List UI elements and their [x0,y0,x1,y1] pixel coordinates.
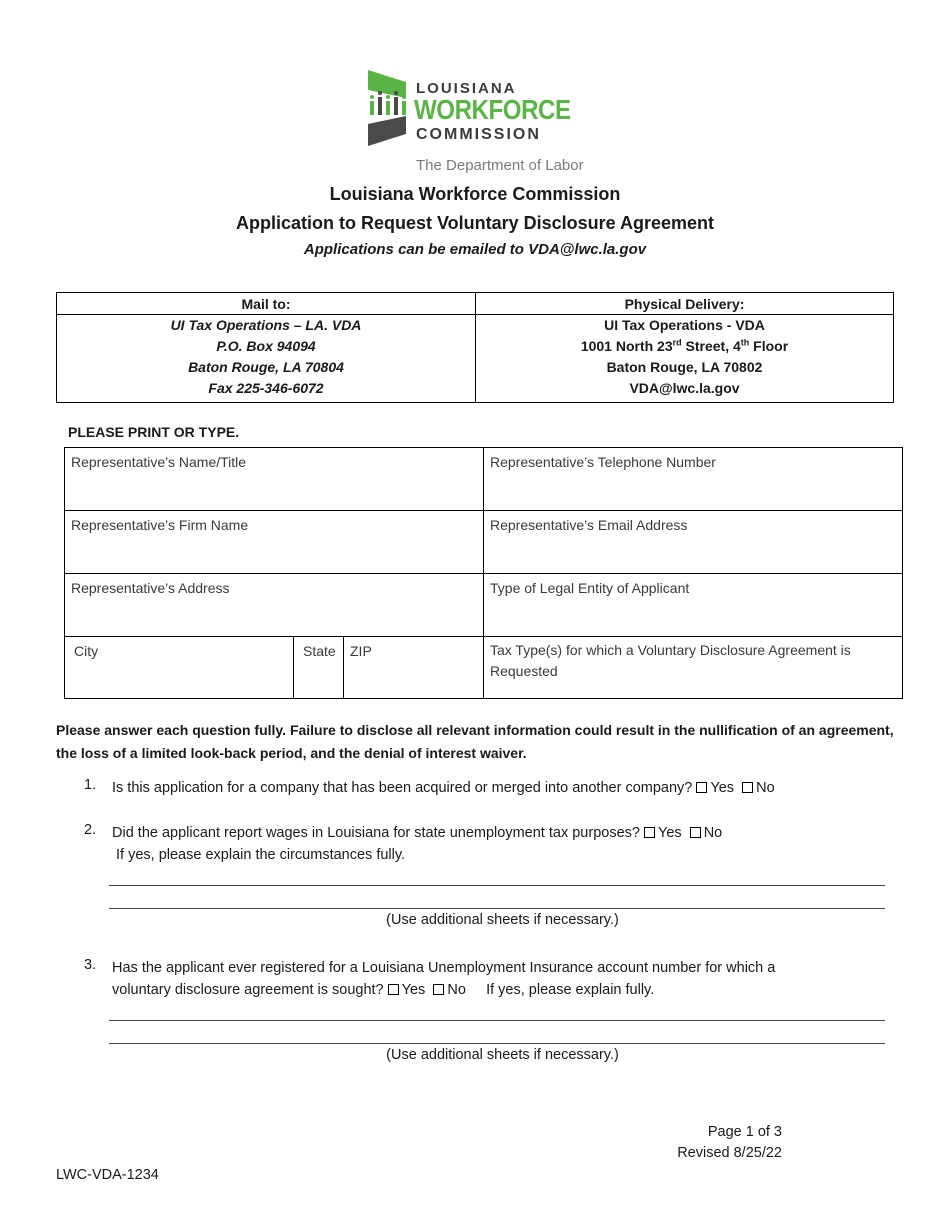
print-instruction: PLEASE PRINT OR TYPE. [68,424,240,440]
mail-line-1: UI Tax Operations – LA. VDA [170,317,362,333]
q3-yes-checkbox[interactable] [388,984,399,995]
representative-form [64,447,903,699]
q3-no-label: No [447,982,466,998]
logo-text-line1: LOUISIANA [416,80,517,97]
page-number: Page 1 of 3 [707,1124,782,1140]
entity-type-label: Type of Legal Entity of Applicant [490,580,690,596]
q3-answer-line-2[interactable] [109,1043,885,1044]
q2-note: (Use additional sheets if necessary.) [386,912,619,928]
physical-delivery-heading: Physical Delivery: [476,293,893,315]
physical-line-4: VDA@lwc.la.gov [629,380,740,396]
q2-number: 2. [84,822,97,838]
form-title: Application to Request Voluntary Disclosure Agreement [235,213,715,233]
rep-name-label: Representative’s Name/Title [71,454,247,470]
q2-yes-checkbox[interactable] [644,827,655,838]
mail-to-column [57,293,476,402]
logo-text-line3: COMMISSION [416,126,541,143]
q2-no-checkbox[interactable] [690,827,701,838]
address-table [56,292,894,403]
rep-name-field[interactable] [65,448,483,510]
q3-answer-line-1[interactable] [109,1020,885,1021]
q3-yes-label: Yes [401,982,426,998]
rep-firm-label: Representative’s Firm Name [71,517,249,533]
q2-followup: If yes, please explain the circumstances fully. [116,847,406,863]
physical-line-2: 1001 North 23rd Street, 4th Floor [580,337,789,354]
zip-field[interactable] [344,637,483,698]
q3-no-checkbox[interactable] [433,984,444,995]
q2-answer-line-1[interactable] [109,885,885,886]
mail-line-3: Baton Rouge, LA 70804 [188,359,344,375]
q2-no-label: No [703,825,723,841]
q1-yes-checkbox[interactable] [696,782,707,793]
question-2 [112,822,722,844]
email-note: Applications can be emailed to VDA@lwc.la.gov [303,241,647,258]
q1-yes-label: Yes [710,780,735,796]
rep-email-label: Representative’s Email Address [490,517,688,533]
q1-text: Is this application for a company that has been acquired or merged into another company? [112,780,693,796]
q2-text: Did the applicant report wages in Louisiana for state unemployment tax purposes? [112,825,640,841]
rep-address-field[interactable] [65,574,483,636]
disclosure-instructions: Please answer each question fully. Failure to disclose all relevant information could result in the nullification of an agreement, the loss of a limited look-back period, and the denial of interest waiver. [56,722,894,761]
logo-tagline: The Department of Labor [416,157,584,174]
lwc-logo [366,68,606,178]
tax-types-field[interactable] [484,637,902,698]
mail-to-heading: Mail to: [57,293,475,315]
physical-delivery-column [476,293,893,402]
physical-line-1: UI Tax Operations - VDA [604,317,765,333]
q3-number: 3. [84,957,97,973]
rep-email-field[interactable] [484,511,902,573]
q3-text-line2: voluntary disclosure agreement is sought? [112,982,384,998]
mail-line-4: Fax 225-346-6072 [208,380,324,396]
city-label: City [74,643,99,659]
revision-date: Revised 8/25/22 [677,1145,782,1161]
rep-firm-field[interactable] [65,511,483,573]
q2-answer-line-2[interactable] [109,908,885,909]
rep-address-label: Representative’s Address [71,580,230,596]
q2-yes-label: Yes [657,825,682,841]
question-3 [112,979,654,1001]
rep-phone-label: Representative’s Telephone Number [490,454,716,470]
q3-text-line1: Has the applicant ever registered for a Louisiana Unemployment Insurance account number for which a [112,960,776,976]
state-field[interactable] [297,637,343,698]
q3-note: (Use additional sheets if necessary.) [386,1047,619,1063]
mail-line-2: P.O. Box 94094 [216,338,316,354]
city-field[interactable] [68,637,293,698]
q1-number: 1. [84,777,97,793]
state-label: State [303,643,336,659]
q1-no-checkbox[interactable] [742,782,753,793]
form-id: LWC-VDA-1234 [56,1167,159,1183]
physical-line-3: Baton Rouge, LA 70802 [606,359,763,375]
logo-mark-icon [366,68,412,148]
entity-type-field[interactable] [484,574,902,636]
q1-no-label: No [756,780,775,796]
org-title: Louisiana Workforce Commission [329,184,621,204]
tax-types-label: Tax Type(s) for which a Voluntary Disclosure Agreement is Requested [490,642,851,679]
q3-followup: If yes, please explain fully. [486,982,655,998]
rep-phone-field[interactable] [484,448,902,510]
logo-text-line2: WORKFORCE [414,94,571,125]
question-1 [112,777,775,799]
zip-label: ZIP [350,643,372,659]
